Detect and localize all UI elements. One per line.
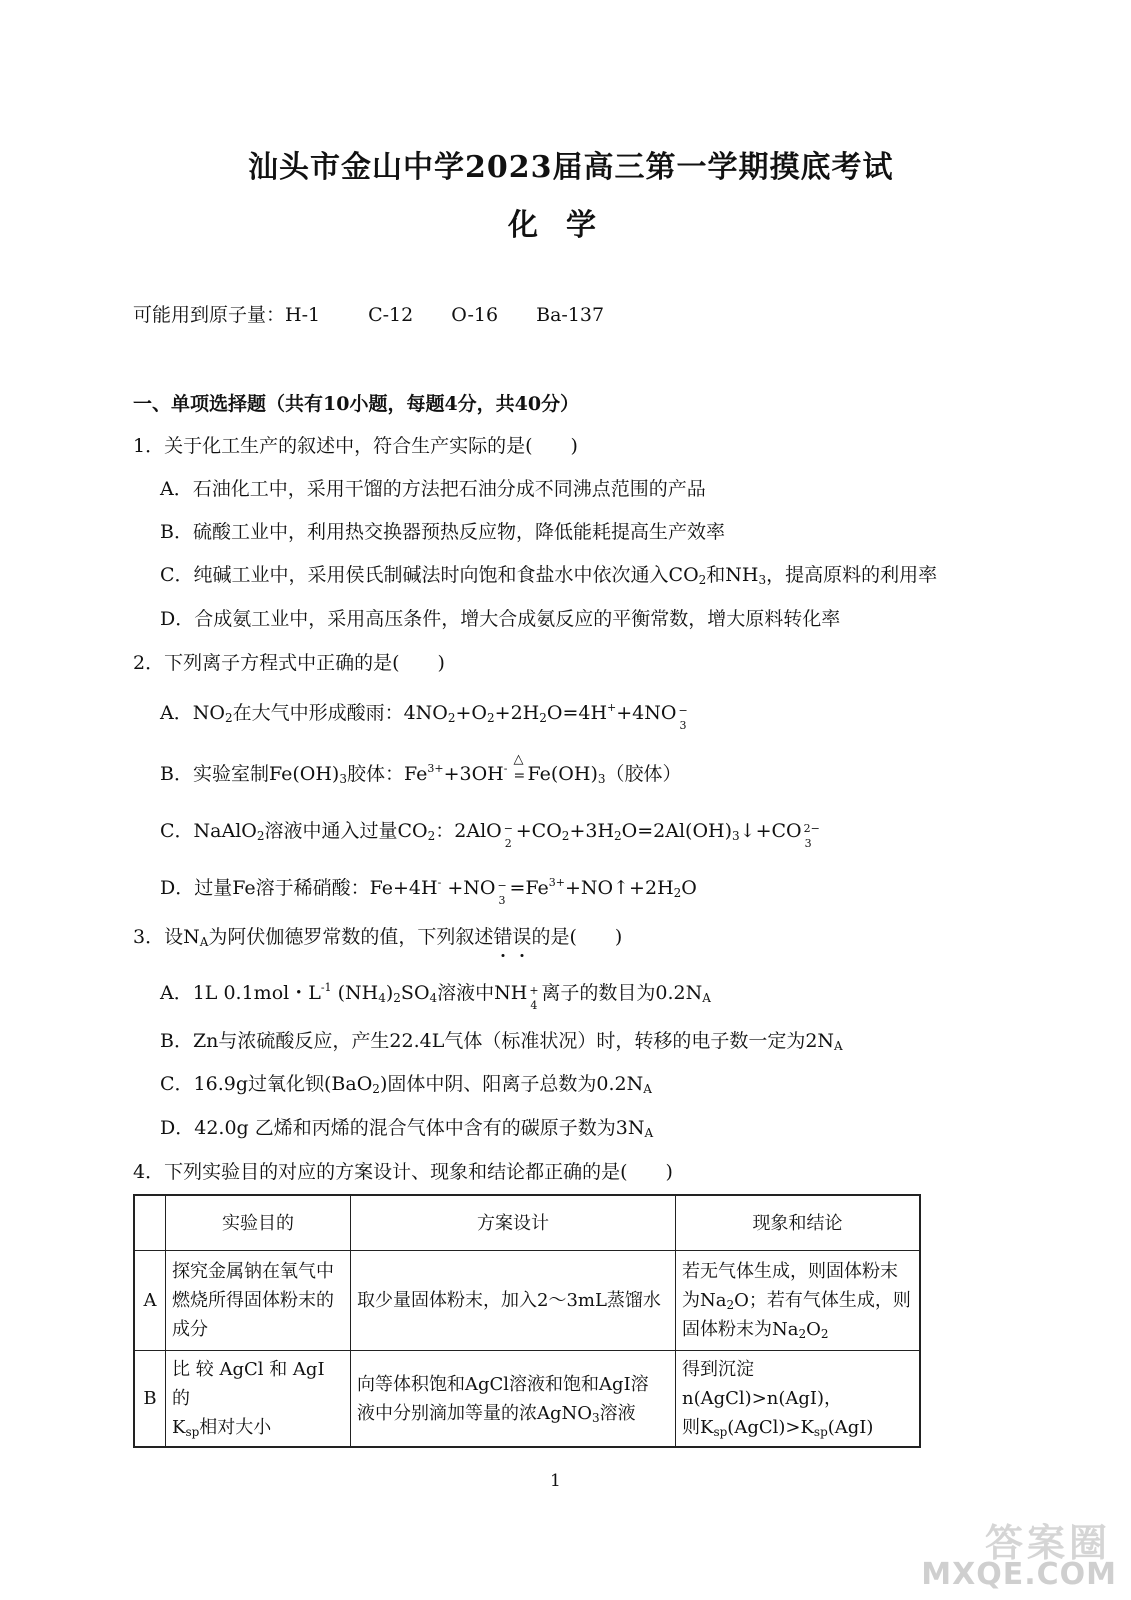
subject-title: 化学: [508, 208, 624, 243]
q1-stem: 1．关于化工生产的叙述中，符合生产实际的是( ): [133, 435, 578, 457]
q2-option-b: B．实验室制$Fe(OH)_3$胶体：$Fe^{3+}+3OH^-$ △ = $Fe(OH)_3$（胶体）: [160, 761, 682, 789]
q3-option-d: D．42.0g 乙烯和丙烯的混合气体中含有的碳原子数为$3N_A$: [160, 1117, 654, 1140]
q2-option-c: C．NaAlO$_2$溶液中通入过量$CO_2$：2AlO − 2 $+CO_2+3H_2O=2Al(OH)_3↓+CO$ 2− 3: [160, 820, 820, 850]
exam-title: 汕头市金山中学2023届高三第一学期摸底考试: [248, 150, 894, 185]
q3-option-c: C．16.9g过氧化钡(BaO$_2$)固体中阴、阳离子总数为$0.2N_A$: [160, 1073, 652, 1096]
heat-symbol: △: [513, 752, 524, 767]
q4-stem: 4．下列实验目的对应的方案设计、现象和结论都正确的是( ): [133, 1161, 673, 1183]
row-a-purpose: 探究金属钠在氧气中 燃烧所得固体粉末的 成分: [166, 1251, 351, 1351]
mass-ba: Ba-137: [536, 304, 605, 326]
atomic-masses: [133, 302, 604, 328]
table-header-result: 现象和结论: [676, 1195, 921, 1251]
q3-stem: 3．设$N_A$为阿伏伽德罗常数的值，下列叙述错误的是( ): [133, 926, 623, 949]
q2-option-d: D．过量Fe溶于稀硝酸：Fe+4H- +NO − 3 $=Fe^{3+}+NO↑+2H_2O$: [160, 876, 697, 907]
q1-option-d: D．合成氨工业中，采用高压条件，增大合成氨反应的平衡常数，增大原料转化率: [160, 608, 841, 630]
row-key-b: B: [134, 1351, 166, 1448]
q1-option-c: C．纯碱工业中，采用侯氏制碱法时向饱和食盐水中依次通入$CO_2$和$NH_3$，提高原料的利用率: [160, 564, 938, 587]
row-a-result: 若无气体生成，则固体粉末 为$Na_2O$；若有气体生成，则 固体粉末为$Na_2O_2$: [676, 1251, 921, 1351]
mass-h: H-1: [285, 304, 321, 326]
q1-option-a: A．石油化工中，采用干馏的方法把石油分成不同沸点范围的产品: [160, 478, 706, 500]
table-row: [134, 1351, 920, 1448]
table-row: [134, 1251, 920, 1351]
page-number: 1: [550, 1471, 561, 1491]
q3-option-a: A．1L 0.1mol・$L^{-1}$ $(NH_4)_2SO_4$溶液中NH + 4 离子的数目为$0.2N_A$: [160, 981, 711, 1012]
watermark-en: MXQE.COM: [921, 1557, 1117, 1592]
row-b-result: 得到沉淀n(AgCl)>n(AgI)， 则$K_{sp}(AgCl)>K_{sp}(AgI)$: [676, 1351, 921, 1448]
table-header-design: 方案设计: [351, 1195, 676, 1251]
atomic-masses-label: 可能用到原子量：: [133, 304, 286, 326]
mass-c: C-12: [368, 304, 414, 326]
watermark-cn: 答案圈: [984, 1521, 1111, 1565]
table-header-blank: [134, 1195, 166, 1251]
table-header-row: [134, 1195, 920, 1251]
q1-option-b: B．硫酸工业中，利用热交换器预热反应物，降低能耗提高生产效率: [160, 521, 725, 543]
q2-option-a: A．$NO_2$在大气中形成酸雨：$4NO_2+O_2+2H_2O=4H^++4NO$ − 3: [160, 701, 688, 732]
section-heading: 一、单项选择题（共有10小题，每题4分，共40分）: [133, 393, 580, 415]
q2-stem: 2．下列离子方程式中正确的是( ): [133, 652, 445, 674]
mass-o: O-16: [451, 304, 499, 326]
watermark-logo: [921, 1512, 1117, 1592]
row-b-purpose: 比 较 AgCl 和 AgI 的 $K_{sp}$相对大小: [166, 1351, 351, 1448]
row-a-design: 取少量固体粉末，加入2～3mL蒸馏水: [351, 1251, 676, 1351]
row-key-a: A: [134, 1251, 166, 1351]
row-b-design: 向等体积饱和AgCl溶液和饱和AgI溶 液中分别滴加等量的浓AgNO$_3$溶液: [351, 1351, 676, 1448]
q4-table: [133, 1194, 921, 1448]
q3-option-b: B．Zn与浓硫酸反应，产生22.4L气体（标准状况）时，转移的电子数一定为$2N_A$: [160, 1030, 843, 1053]
table-header-purpose: 实验目的: [166, 1195, 351, 1251]
